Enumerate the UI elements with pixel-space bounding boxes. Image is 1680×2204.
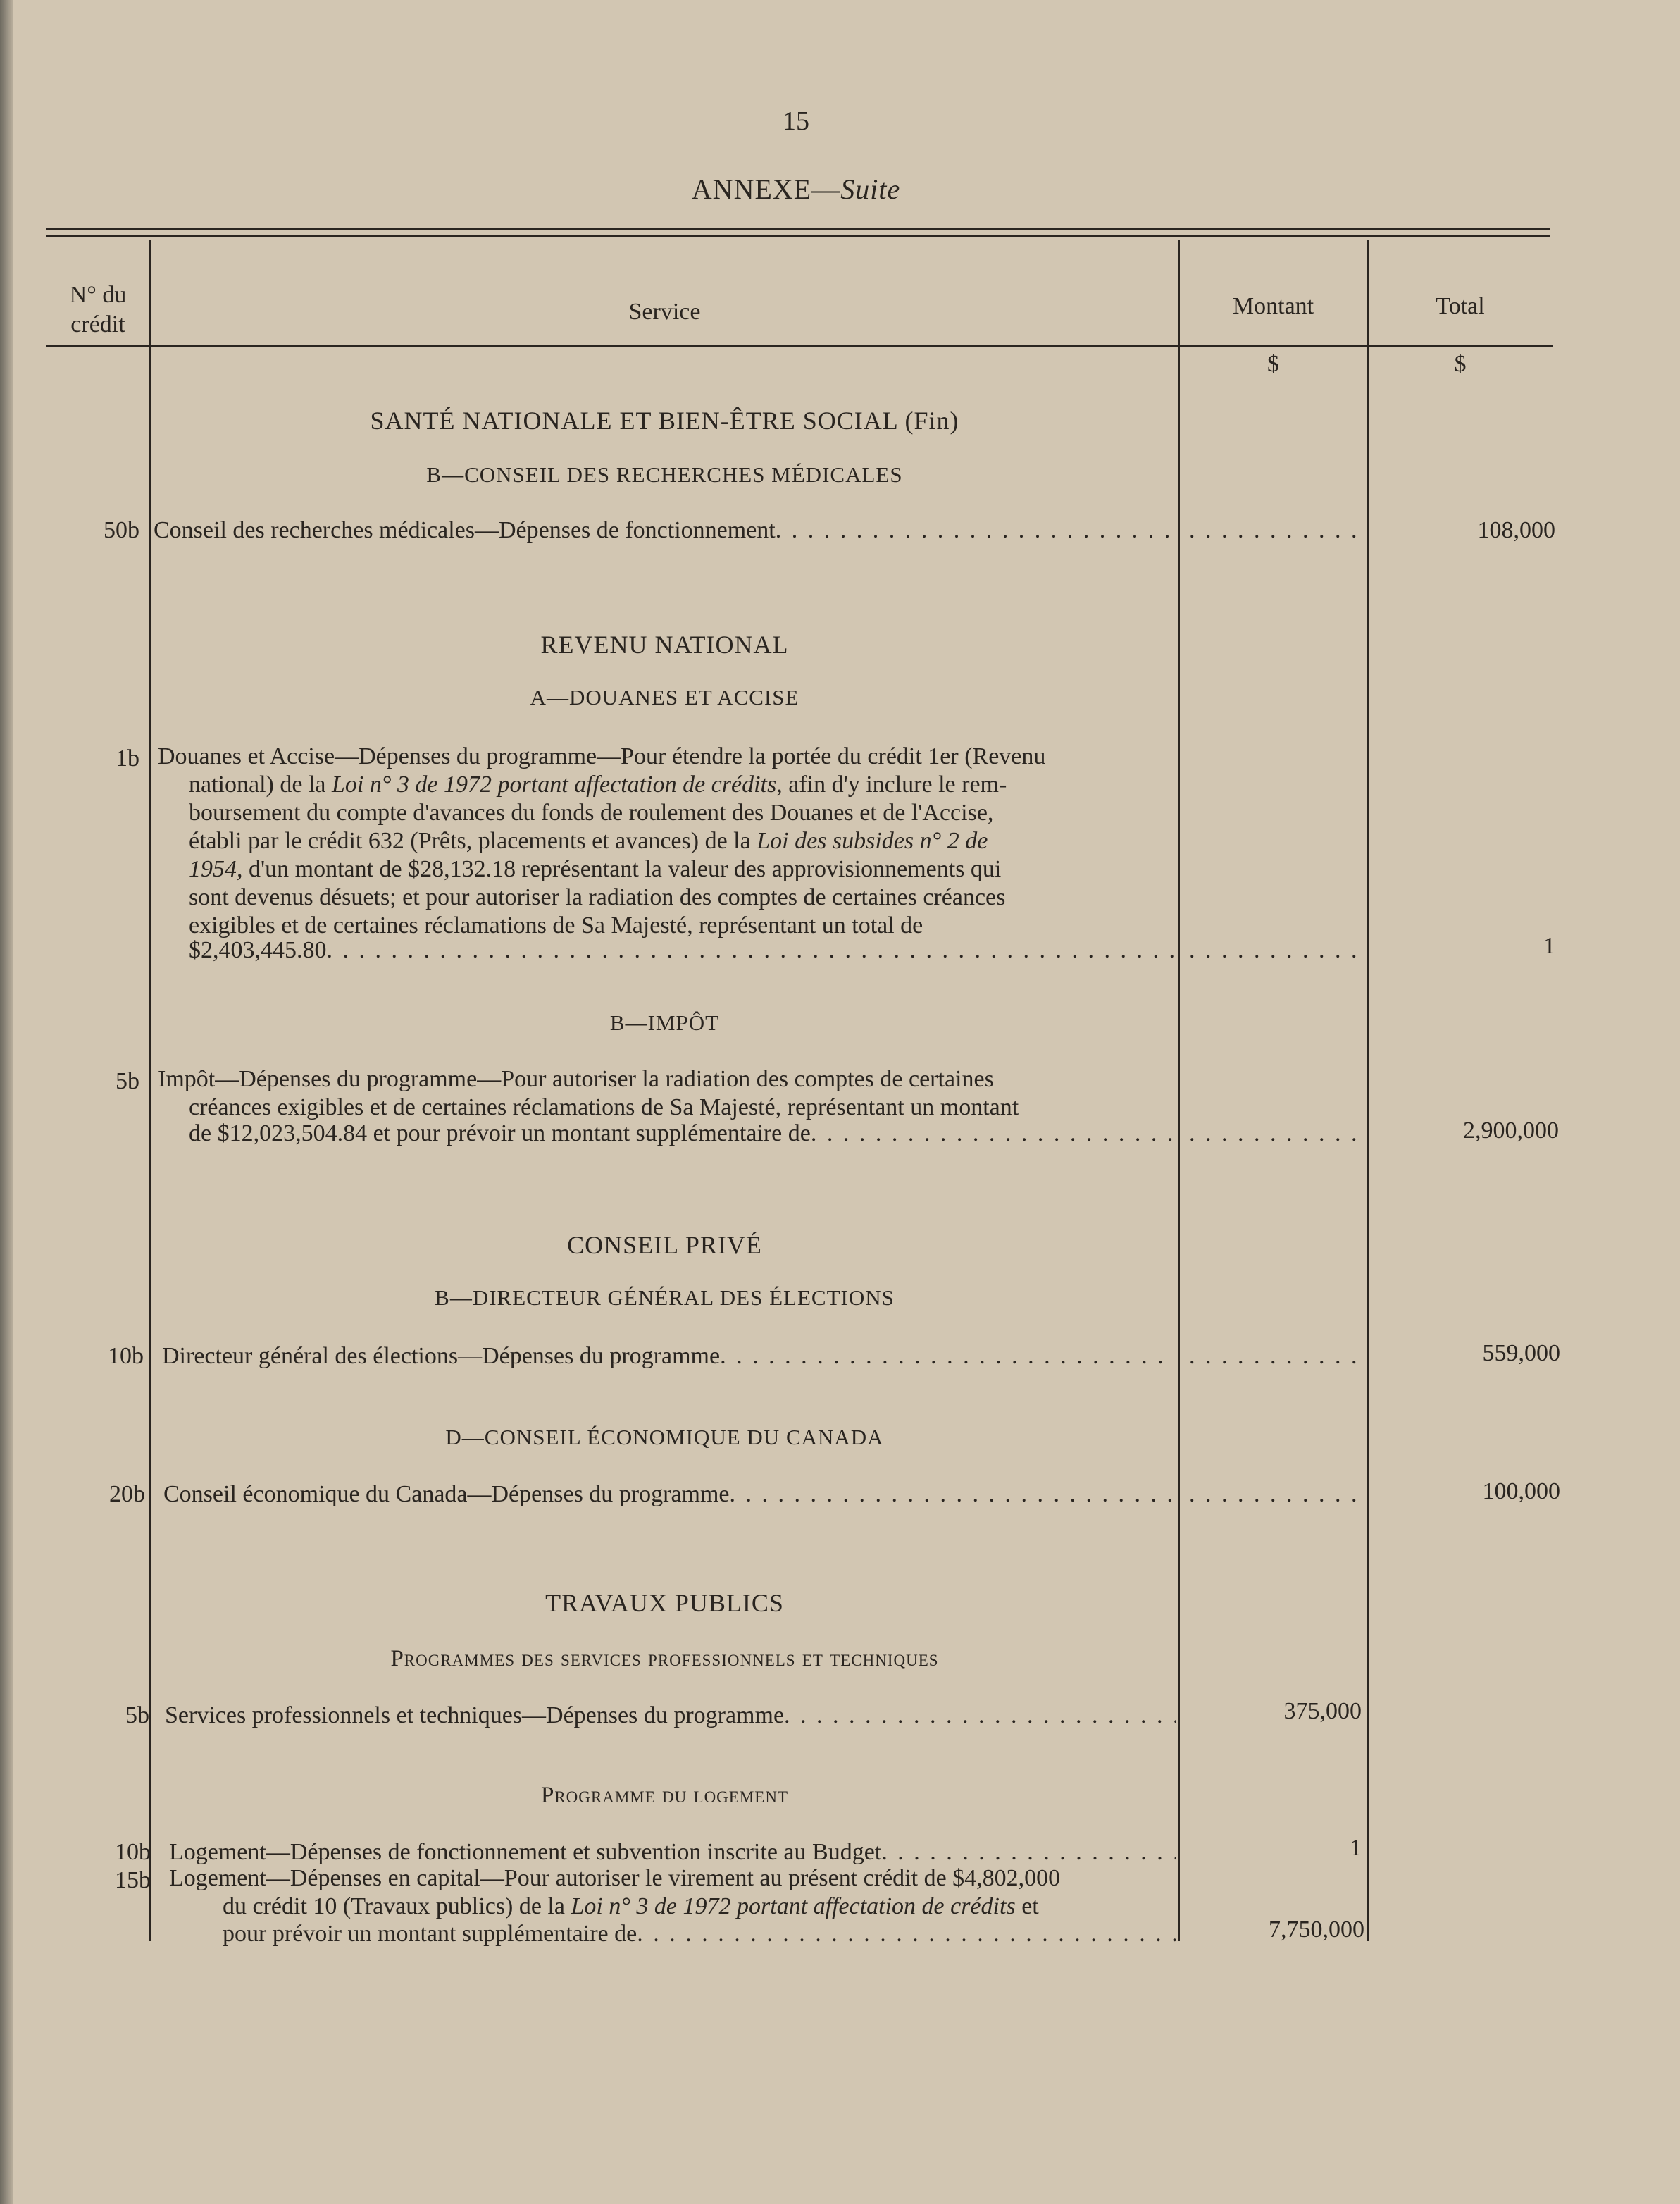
entry-row: Services professionnels et techniques—Dépenses du programme . . . xyxy=(165,1702,1176,1729)
montant-value: 7,750,000 xyxy=(1269,1917,1364,1943)
dot-leader xyxy=(1189,1481,1364,1508)
subsection-services-professionnels: Programmes des services professionnels et techniques xyxy=(390,1646,939,1671)
entry-paragraph-impot: Impôt—Dépenses du programme—Pour autoriser la radiation des comptes de certaines créances exigibles et de certaines réclamations de Sa Majesté, représentant un montant xyxy=(158,1066,1019,1120)
section-heading-travaux-publics: TRAVAUX PUBLICS xyxy=(545,1589,784,1617)
total-value: 559,000 xyxy=(1482,1340,1560,1366)
subsection-douanes: A—DOUANES ET ACCISE xyxy=(530,685,799,710)
dot-leader xyxy=(1189,517,1364,544)
page-number: 15 xyxy=(783,106,809,136)
header-credit: N° du crédit xyxy=(69,282,127,338)
entry-row: de $12,023,504.84 et pour prévoir un montant supplémentaire de . . . xyxy=(189,1120,1175,1147)
header-total: Total xyxy=(1436,293,1485,319)
total-value: 108,000 xyxy=(1477,517,1555,543)
credit-number: 5b xyxy=(116,1068,139,1094)
entry-row: Logement—Dépenses de fonctionnement et subvention inscrite au Budget . . . xyxy=(169,1839,1176,1866)
credit-number: 20b xyxy=(109,1481,145,1507)
subsection-directeur-elections: B—DIRECTEUR GÉNÉRAL DES ÉLECTIONS xyxy=(435,1285,895,1310)
top-rule-1 xyxy=(46,228,1550,230)
entry-row: Directeur général des élections—Dépenses du programme . . . xyxy=(162,1343,1175,1370)
subsection-logement: Programme du logement xyxy=(540,1783,788,1808)
credit-number: 5b xyxy=(125,1702,149,1728)
entry-row: Conseil économique du Canada—Dépenses du programme . . . xyxy=(163,1481,1175,1508)
montant-value: 375,000 xyxy=(1283,1698,1362,1724)
subsection-impot: B—IMPÔT xyxy=(609,1010,720,1035)
page-title: ANNEXE—Suite xyxy=(691,173,901,205)
dot-leader xyxy=(1189,937,1364,964)
credit-number: 50b xyxy=(104,517,139,543)
column-rule-1 xyxy=(149,240,151,1941)
page-edge xyxy=(0,0,13,2204)
credit-number: 10b xyxy=(115,1839,151,1865)
header-rule xyxy=(46,345,1553,347)
entry-row: Conseil des recherches médicales—Dépenses de fonctionnement . . . xyxy=(154,517,1175,544)
total-value: 100,000 xyxy=(1482,1478,1560,1504)
entry-row: $2,403,445.80 . . . xyxy=(189,937,1175,964)
montant-unit: $ xyxy=(1267,351,1279,377)
entry-row: pour prévoir un montant supplémentaire de . . . xyxy=(223,1921,1188,1948)
credit-number: 1b xyxy=(116,745,139,772)
entry-paragraph-douanes: Douanes et Accise—Dépenses du programme—Pour étendre la portée du crédit 1er (Revenu national) de la Loi n° 3 de 1972 portant affectation de crédits, afin d'y inclure le rem- boursement du compte d'avances du fonds de roulement des Douanes et de l'Accise, établi par le crédit 632 (Prêts, placements et avances) de la Loi des subsides n° 2 de 1954, d'un montant de $28,132.18 représentant la valeur des approvisionnements qui sont devenus désuets; et pour autoriser la radiation des comptes de certaines créances exigibles et de certaines réclamations de Sa Majesté, représentant un total de xyxy=(158,743,1046,939)
credit-number: 10b xyxy=(108,1343,144,1369)
column-rule-2 xyxy=(1178,240,1180,1941)
column-rule-3 xyxy=(1367,240,1369,1941)
section-heading-revenu: REVENU NATIONAL xyxy=(540,631,789,659)
header-service: Service xyxy=(628,299,701,325)
section-heading-conseil-prive: CONSEIL PRIVÉ xyxy=(567,1231,762,1259)
total-value: 2,900,000 xyxy=(1463,1118,1559,1144)
subsection-conseil-economique: D—CONSEIL ÉCONOMIQUE DU CANADA xyxy=(445,1425,884,1449)
section-heading-sante: SANTÉ NATIONALE ET BIEN-ÊTRE SOCIAL (Fin) xyxy=(370,407,959,435)
entry-paragraph-logement: Logement—Dépenses en capital—Pour autoriser le virement au présent crédit de $4,802,000 du crédit 10 (Travaux publics) de la Loi n° 3 de 1972 portant affectation de crédits et xyxy=(169,1865,1061,1919)
total-value: 1 xyxy=(1543,933,1555,959)
header-montant: Montant xyxy=(1232,293,1314,319)
dot-leader xyxy=(1189,1120,1364,1147)
dot-leader xyxy=(1189,1343,1364,1370)
subsection-conseil-recherches: B—CONSEIL DES RECHERCHES MÉDICALES xyxy=(426,462,903,487)
credit-number: 15b xyxy=(115,1867,151,1893)
total-unit: $ xyxy=(1454,351,1467,377)
top-rule-2 xyxy=(46,235,1550,237)
montant-value: 1 xyxy=(1350,1835,1362,1861)
